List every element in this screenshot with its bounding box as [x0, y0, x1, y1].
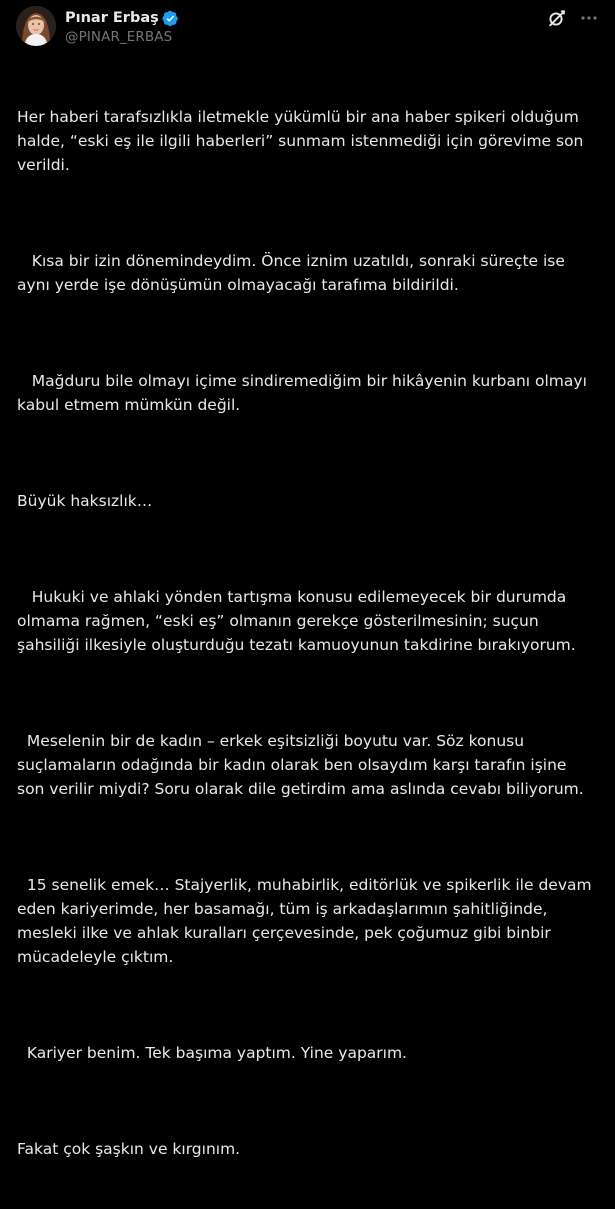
post-paragraph: Kısa bir izin dönemindeydim. Önce iznim uzatıldı, sonraki süreçte ise aynı yerde işe dönüşümün olmayacağı tarafıma bildirildi. [17, 252, 570, 294]
post-paragraph: Her haberi tarafsızlıkla iletmekle yükümlü bir ana haber spikeri olduğum halde, “eski eş ile ilgili haberleri” sunmam istenmediği için görevime son verildi. [17, 108, 589, 174]
more-options-icon[interactable] [579, 8, 599, 28]
post-text [17, 57, 597, 1209]
post-paragraph: Hukuki ve ahlaki yönden tartışma konusu edilemeyecek bir durumda olmama rağmen, “eski eş” olmanın gerekçe gösterilmesinin; suçun şahsiliği ilkesiyle oluşturduğu tezatı kamuoyunun takdirine bırakıyorum. [17, 588, 576, 654]
header-actions [547, 8, 599, 28]
post-paragraph: Kariyer benim. Tek başıma yaptım. Yine yaparım. [17, 1044, 407, 1062]
post-paragraph: Büyük haksızlık… [17, 492, 153, 510]
author-names [65, 8, 179, 45]
post-paragraph: Fakat çok şaşkın ve kırgınım. [17, 1140, 241, 1158]
avatar[interactable] [16, 6, 56, 46]
display-name-row [65, 8, 179, 28]
grok-icon[interactable] [547, 8, 567, 28]
avatar-image [16, 6, 56, 46]
post-header [16, 6, 599, 50]
verified-badge-icon[interactable] [162, 10, 179, 27]
post-paragraph: Mağduru bile olmayı içime sindiremediğim bir hikâyenin kurbanı olmayı kabul etmem mümkün değil. [17, 372, 592, 414]
post-paragraph: Meselenin bir de kadın – erkek eşitsizliği boyutu var. Söz konusu suçlamaların odağında bir kadın olarak ben olsaydım karşı tarafın işine son verilir miydi? Soru olarak dile getirdim ama aslında cevabı biliyorum. [17, 732, 584, 798]
post-paragraph: 15 senelik emek… Stajyerlik, muhabirlik, editörlük ve spikerlik ile devam eden kariyerimde, her basamağı, tüm iş arkadaşlarımın şahitliğinde, mesleki ilke ve ahlak kuralları çerçevesinde, pek çoğumuz gibi binbir mücadeleyle çıktım. [17, 876, 597, 966]
author-display-name[interactable]: Pınar Erbaş [65, 10, 159, 26]
author-handle[interactable]: @PINAR_ERBAS [65, 29, 173, 45]
